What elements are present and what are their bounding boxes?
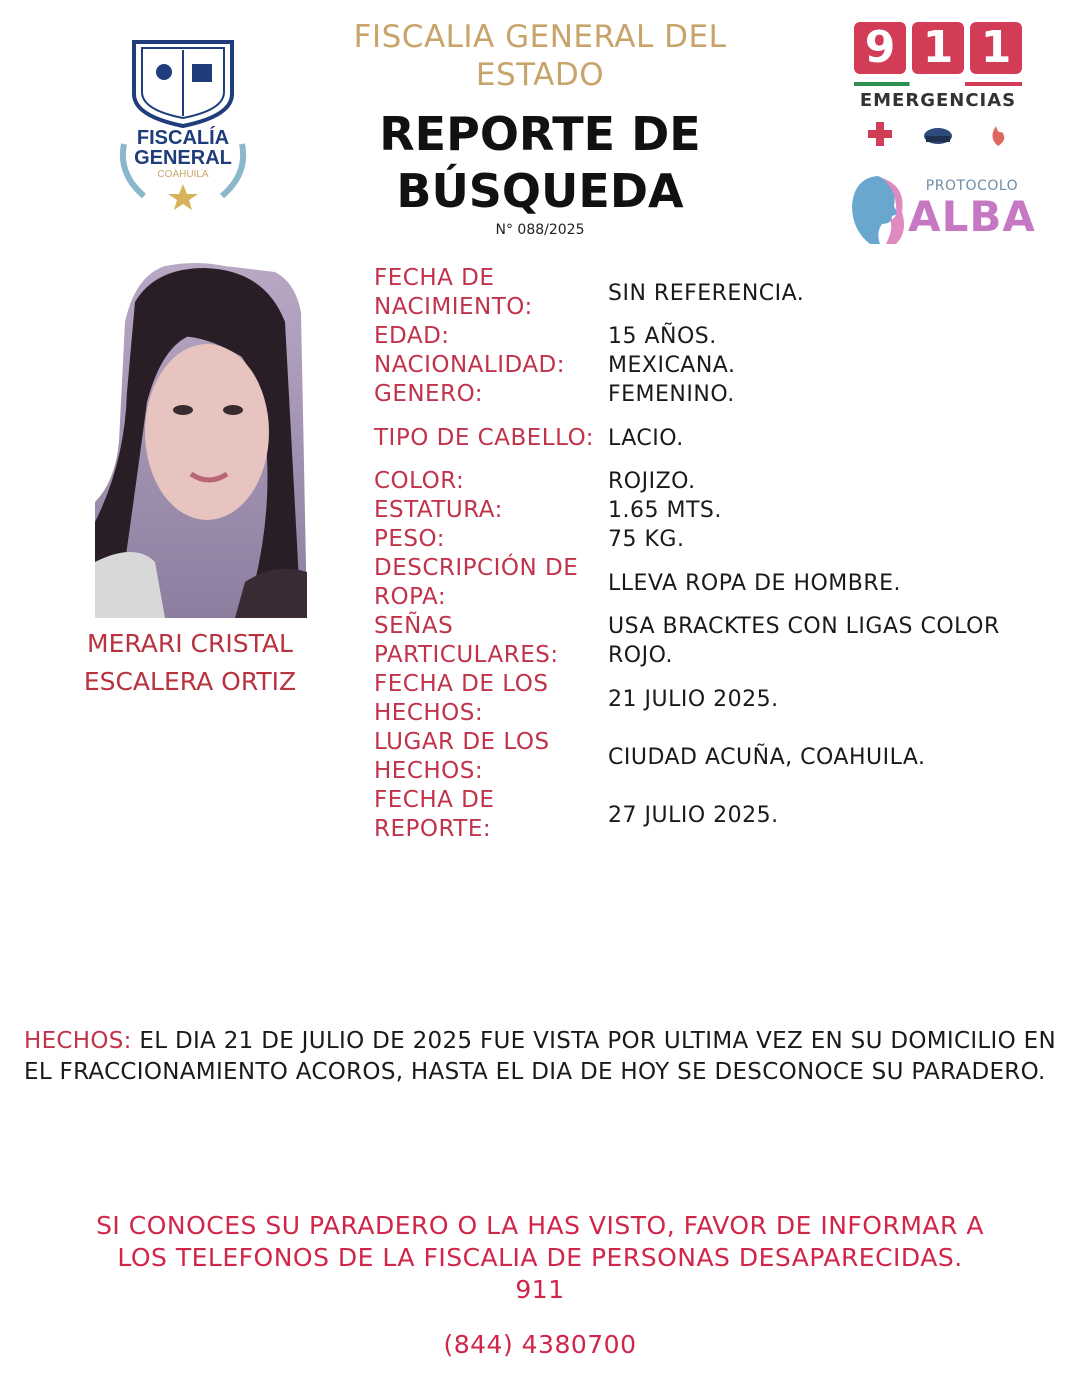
fire-icon <box>992 126 1004 146</box>
detail-value: SIN REFERENCIA. <box>608 280 805 306</box>
detail-label: FECHA DE NACIMIENTO: <box>374 265 533 320</box>
detail-label: NACIONALIDAD: <box>374 352 566 378</box>
agency-name: FISCALIA GENERAL DEL ESTADO <box>353 19 727 93</box>
detail-value: LACIO. <box>608 425 684 451</box>
detail-row-height <box>374 496 1064 525</box>
report-number: N° 088/2025 <box>495 222 585 238</box>
detail-row-weight <box>374 525 1064 554</box>
detail-label: ESTATURA: <box>374 497 503 523</box>
police-cap-icon <box>924 128 952 144</box>
contact-phone: (844) 4380700 <box>443 1330 637 1359</box>
detail-value: USA BRACKTES CON LIGAS COLOR ROJO. <box>608 614 1000 668</box>
shield-emblem-icon <box>104 34 262 216</box>
detail-label: EDAD: <box>374 323 450 349</box>
alba-name: ALBA <box>908 192 1036 241</box>
detail-label: COLOR: <box>374 468 465 494</box>
detail-row-event-place <box>374 728 1064 786</box>
detail-row-marks <box>374 612 1064 670</box>
facts-label: HECHOS: <box>24 1028 132 1054</box>
detail-row-gender <box>374 380 1064 409</box>
person-photo <box>95 262 307 618</box>
detail-label: FECHA DE REPORTE: <box>374 787 495 842</box>
detail-row-age <box>374 322 1064 351</box>
digit-1: 1 <box>912 22 964 74</box>
digit-1-second: 1 <box>970 22 1022 74</box>
detail-label: FECHA DE LOS HECHOS: <box>374 671 549 726</box>
detail-value: ROJIZO. <box>608 469 696 494</box>
detail-label: TIPO DE CABELLO: <box>374 424 595 451</box>
detail-row-color <box>374 467 1064 496</box>
detail-value: CIUDAD ACUÑA, COAHUILA. <box>608 744 926 770</box>
title-line-1: REPORTE DE <box>379 107 701 161</box>
detail-row-report-date <box>374 786 1064 844</box>
call-to-action <box>30 1210 1050 1306</box>
detail-value: MEXICANA. <box>608 353 736 378</box>
protocolo-alba-logo <box>846 170 1042 250</box>
cta-emergency-number: 911 <box>515 1275 565 1304</box>
star-icon <box>168 184 198 210</box>
title-line-2: BÚSQUEDA <box>396 164 684 218</box>
detail-row-hair-type <box>374 409 1064 467</box>
detail-value: 21 JULIO 2025. <box>608 686 779 712</box>
emergencias-label: EMERGENCIAS <box>859 90 1017 111</box>
detail-value: 1.65 MTS. <box>608 498 722 523</box>
detail-value: 15 AÑOS. <box>608 324 717 349</box>
cta-line-2: LOS TELEFONOS DE LA FISCALIA DE PERSONAS DESAPARECIDAS. <box>117 1243 963 1272</box>
detail-label: GENERO: <box>374 381 484 407</box>
facts-paragraph <box>24 1026 1056 1088</box>
digit-9: 9 <box>854 22 906 74</box>
details-table <box>374 264 1064 844</box>
person-name <box>40 625 340 701</box>
cta-line-1: SI CONOCES SU PARADERO O LA HAS VISTO, FAVOR DE INFORMAR A <box>96 1211 984 1240</box>
detail-label: DESCRIPCIÓN DE ROPA: <box>374 555 579 610</box>
person-name-line-2: ESCALERA ORTIZ <box>83 667 297 696</box>
emergency-911-logo <box>848 22 1028 152</box>
page-title <box>330 106 750 220</box>
fiscalia-logo <box>104 34 262 216</box>
logo-text-coahuila: COAHUILA <box>157 169 209 180</box>
red-cross-icon <box>868 122 892 146</box>
logo-text-general: GENERAL <box>134 147 232 169</box>
person-name-line-1: MERARI CRISTAL <box>87 629 293 658</box>
facts-text: EL DIA 21 DE JULIO DE 2025 FUE VISTA POR ULTIMA VEZ EN SU DOMICILIO EN EL FRACCIONAMIENTO ACOROS, HASTA EL DIA DE HOY SE DESCONOCE SU PARADERO. <box>24 1028 1056 1085</box>
detail-value: LLEVA ROPA DE HOMBRE. <box>608 570 902 596</box>
flag-stripe <box>854 82 1022 86</box>
logo-text-fiscalia: FISCALÍA <box>136 127 230 149</box>
detail-row-event-date <box>374 670 1064 728</box>
detail-row-clothing <box>374 554 1064 612</box>
detail-value: FEMENINO. <box>608 382 735 407</box>
emergency-icons <box>858 118 1018 148</box>
alba-protocol-label: PROTOCOLO <box>925 178 1019 194</box>
detail-label: SEÑAS PARTICULARES: <box>374 613 559 668</box>
detail-row-nationality <box>374 351 1064 380</box>
detail-label: PESO: <box>374 526 445 552</box>
detail-value: 27 JULIO 2025. <box>608 802 779 828</box>
detail-value: 75 KG. <box>608 527 685 552</box>
detail-row-birthdate <box>374 264 1064 322</box>
detail-label: LUGAR DE LOS HECHOS: <box>374 729 550 784</box>
